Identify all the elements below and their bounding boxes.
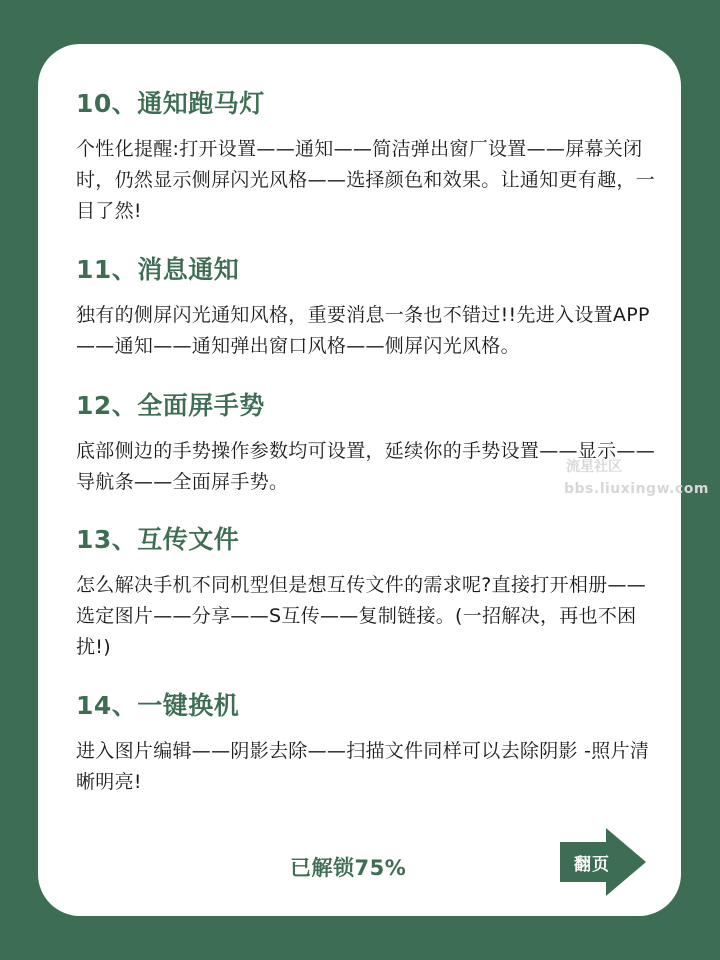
section-title: 14、一键换机 (76, 691, 240, 720)
watermark-title: 流星社区 (566, 459, 622, 475)
section-body: 进入图片编辑——阴影去除——扫描文件同样可以去除阴影 -照片清晰明亮! (76, 740, 650, 793)
section-10 (76, 88, 656, 227)
section-13 (76, 524, 656, 663)
watermark (564, 456, 709, 500)
section-14 (76, 690, 656, 798)
section-body: 独有的侧屏闪光通知风格，重要消息一条也不错过!!先进入设置APP——通知——通知弹出窗口风格——侧屏闪光风格。 (76, 304, 650, 357)
section-title: 11、消息通知 (76, 255, 240, 284)
section-body: 底部侧边的手势操作参数均可设置，延续你的手势设置——显示——导航条——全面屏手势。 (76, 440, 656, 493)
section-title: 10、通知跑马灯 (76, 89, 265, 118)
section-title: 12、全面屏手势 (76, 391, 265, 420)
watermark-url: bbs.liuxingw.com (564, 481, 709, 497)
next-page-label: 翻页 (574, 855, 610, 875)
unlock-progress-text: 已解锁75% (290, 856, 407, 880)
next-page-button[interactable] (560, 828, 646, 896)
section-title: 13、互传文件 (76, 525, 240, 554)
section-body: 个性化提醒:打开设置——通知——简洁弹出窗厂设置——屏幕关闭时，仍然显示侧屏闪光风格——选择颜色和效果。让通知更有趣，一目了然! (76, 138, 656, 222)
section-11 (76, 254, 656, 362)
section-body: 怎么解决手机不同机型但是想互传文件的需求呢?直接打开相册——选定图片——分享——S互传——复制链接。(一招解决，再也不困扰!) (76, 574, 647, 658)
